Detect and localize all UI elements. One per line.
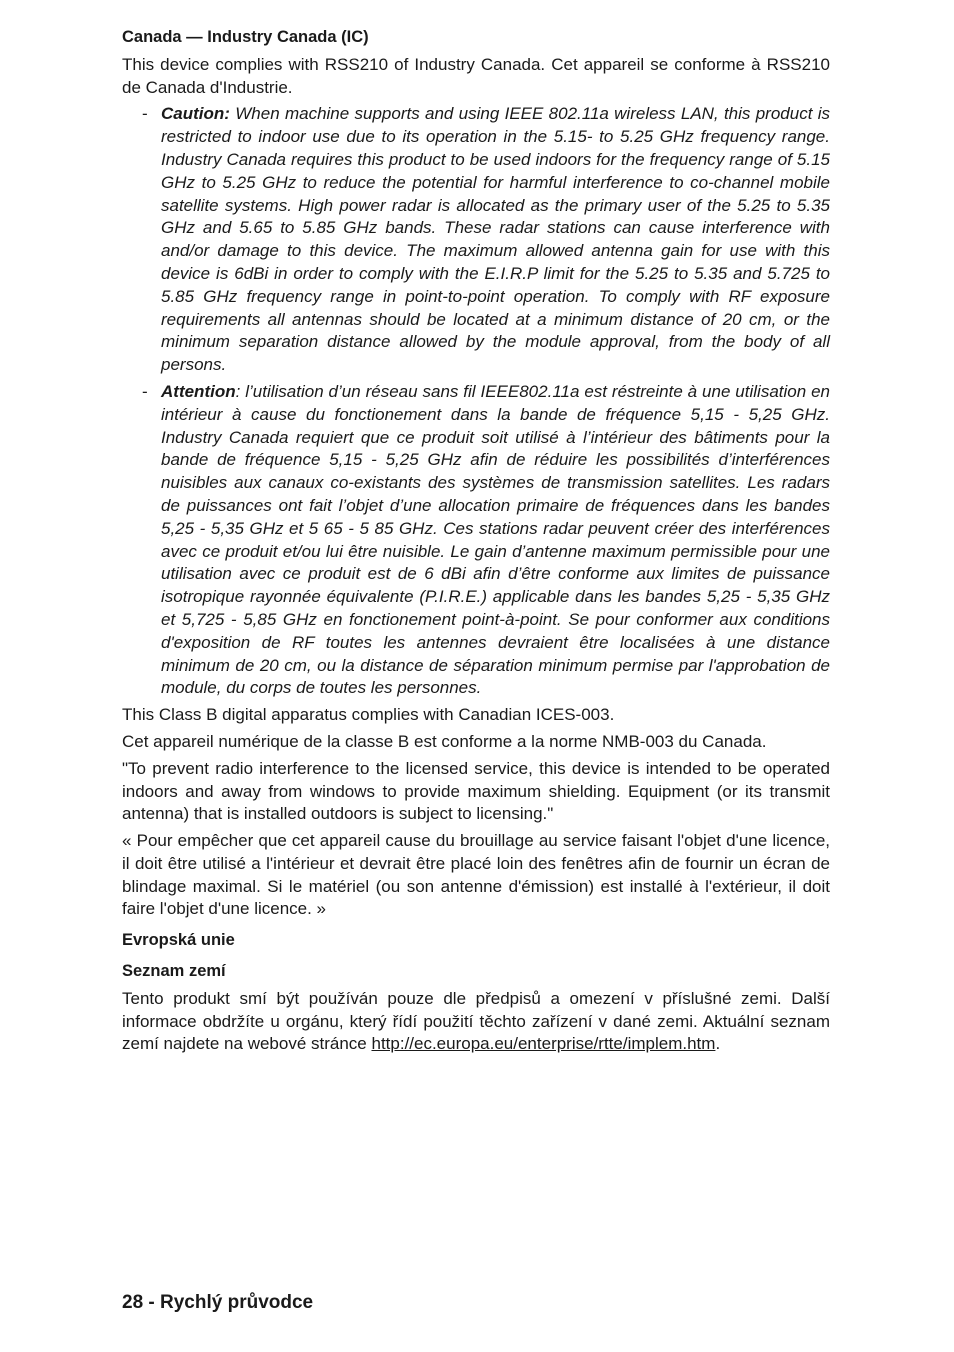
caution-item-fr — [122, 381, 830, 700]
licensed-service-fr: « Pour empêcher que cet appareil cause du brouillage au service faisant l'objet d'une licence, il doit être utilisé a l'intérieur et devrait être placé loin des fenêtres afin de fournir un écran de blindage maximal. Si le matériel (ou son antenne d'émission) est installé à l'extérieur, il doit faire l'objet d'une licence. » — [122, 831, 830, 919]
canada-intro: This device complies with RSS210 of Industry Canada. Cet appareil se conforme à RSS210 de Canada d'Industrie. — [122, 54, 830, 97]
eu-text: Tento produkt smí být používán pouze dle předpisů a omezení v příslušné zemi. Další informace obdržíte u orgánu, který řídí použití těchto zařízení v dané zemi. Aktuální seznam zemí najdete na webové stránce — [122, 988, 830, 1054]
country-list-heading: Seznam zemí — [122, 962, 226, 981]
canada-heading: Canada — Industry Canada (IC) — [122, 28, 369, 46]
caution-label: Caution: — [161, 104, 230, 124]
attention-text: : l’utilisation d’un réseau sans fil IEEE802.11a est réstreinte à une utilisation en intérieur à cause du fonctionement dans la bande de fréquence 5,15 - 5,25 GHz. Industry Canada requiert que ce produit soit utilisé à l’intérieur des bâtiments pour la bande de fréquence 5,15 - 5,25 GHz afin de réduire les possibilités d’interférences nuisibles aux canaux co-existants des systèmes de transmission satellites. Les radars de puissances ont fait l’objet d’une allocation primaire de fréquences dans les bandes 5,25 - 5,35 GHz et 5 65 - 5 85 GHz. Ces stations radar peuvent créer des interférences avec ce produit et/ou lui être nuisible. Le gain d’antenne maximum permissible pour une utilisation avec ce produit est de 6 dBi afin d’être conforme aux limites de puissance isotropique rayonnée équivalente (P.I.R.E.) applicable dans les bandes 5,25 - 5,35 GHz et 5,725 - 5,85 GHz en fonctionement point-à-point. Se pour conformer aux conditions d'exposition de RF toutes les antennes devraient être localisées à une distance minimum de 20 cm, ou la distance de séparation minimum permise par l'approbation de module, du corps de toutes les personnes. — [161, 381, 830, 698]
licensed-service-en: "To prevent radio interference to the licensed service, this device is intended to be operated indoors and away from windows to provide maximum shielding. Equipment (or its transmit antenna) that is installed outdoors is subject to licensing." — [122, 758, 830, 824]
eu-link[interactable]: http://ec.europa.eu/enterprise/rtte/implem.htm — [371, 1034, 716, 1054]
class-b-statement-fr: Cet appareil numérique de la classe B est conforme a la norme NMB-003 du Canada. — [122, 731, 767, 751]
caution-list — [122, 103, 830, 700]
bullet-dash: - — [142, 381, 148, 401]
attention-label: Attention — [161, 381, 236, 401]
bullet-dash: - — [142, 104, 148, 124]
caution-text: When machine supports and using IEEE 802.11a wireless LAN, this product is restricted to indoor use due to its operation in the 5.15- to 5.25 GHz frequency range. Industry Canada requires this product to be used indoors for the frequency range of 5.15 GHz to 5.25 GHz to reduce the potential for harmful interference to co-channel mobile satellite systems. High power radar is allocated as the primary user of the 5.25 to 5.35 GHz and 5.65 to 5.85 GHz bands. These radar stations can cause interference with and/or damage to this device. The maximum allowed antenna gain for use with this device is 6dBi in order to comply with the E.I.R.P limit for the 5.25 to 5.35 and 5.725 to 5.85 GHz frequency range in point-to-point operation. To comply with RF exposure requirements all antennas should be located at a minimum distance of 20 cm, or the minimum separation distance allowed by the module approval, from the body of all persons. — [161, 104, 830, 375]
eu-heading: Evropská unie — [122, 931, 235, 950]
document-body — [122, 26, 830, 1060]
page-footer: 28 - Rychlý průvodce — [122, 1292, 314, 1313]
caution-item-en — [122, 103, 830, 377]
class-b-statement-en: This Class B digital apparatus complies with Canadian ICES-003. — [122, 705, 615, 725]
eu-paragraph — [122, 988, 830, 1056]
eu-suffix: . — [715, 1034, 721, 1054]
